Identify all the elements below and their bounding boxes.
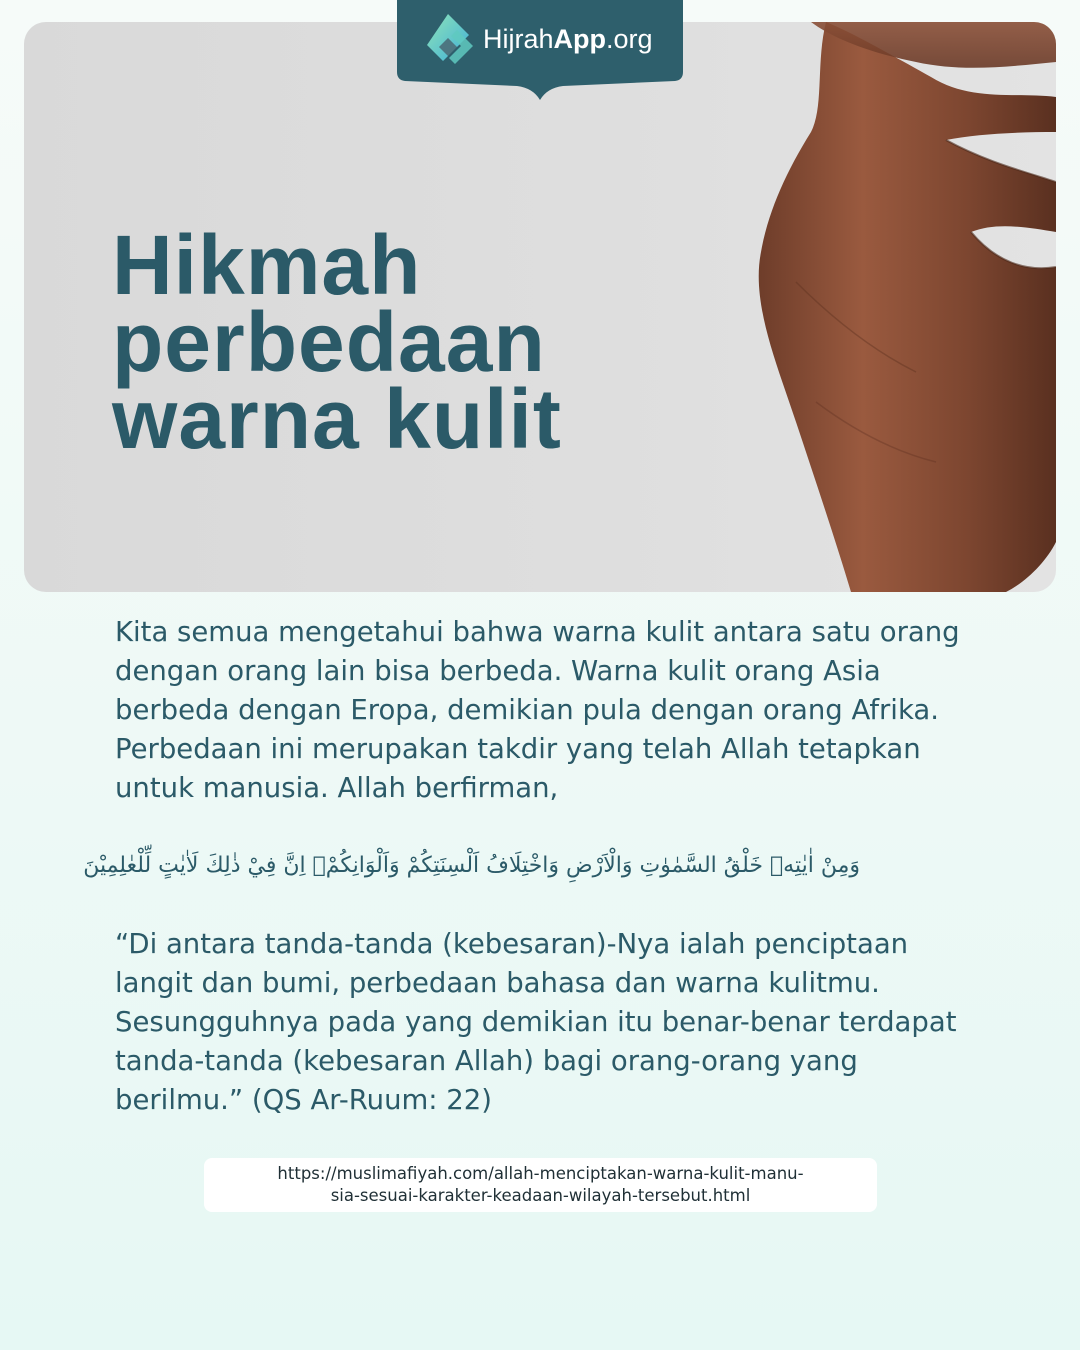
intro-paragraph: Kita semua mengetahui bahwa warna kulit antara satu orang dengan orang lain bisa berbeda. Warna kulit orang Asia berbeda dengan Eropa, demikian pula dengan orang Afrika. Perbedaan ini merupakan takdir yang telah Allah tetapkan untuk manusia. Allah berfirman, bbox=[115, 616, 960, 804]
brand-name-bold: App bbox=[553, 24, 607, 54]
source-url-line-1: https://muslimafiyah.com/allah-menciptakan-warna-kulit-manu- bbox=[277, 1164, 804, 1183]
title-line: warna kulit bbox=[112, 372, 562, 466]
source-url[interactable] bbox=[204, 1163, 877, 1207]
brand-logo-tab bbox=[397, 0, 683, 100]
brand-name bbox=[483, 24, 653, 55]
page-title bbox=[112, 218, 752, 466]
brand-name-suffix: .org bbox=[606, 24, 653, 54]
source-link-box[interactable] bbox=[204, 1158, 877, 1212]
verse-translation: “Di antara tanda-tanda (kebesaran)-Nya ialah penciptaan langit dan bumi, perbedaan bahasa dan warna kulitmu. Sesungguhnya pada yang demikian itu benar-benar terdapat tanda-tanda (kebesaran Allah) bagi orang-orang yang berilmu.” (QS Ar-Ruum: 22) bbox=[115, 928, 957, 1116]
brand-name-light: Hijrah bbox=[483, 24, 554, 54]
hero-banner bbox=[24, 22, 1056, 592]
title-line: perbedaan bbox=[112, 295, 546, 389]
raised-hand-photo bbox=[756, 22, 1056, 592]
arabic-verse: وَمِنْ اٰيٰتِهٖ خَلْقُ السَّمٰوٰتِ وَالْاَرْضِ وَاخْتِلَافُ اَلْسِنَتِكُمْ وَاَلْوَانِكُمْۗ اِنَّ فِيْ ذٰلِكَ لَاٰيٰتٍ لِّلْعٰلِمِيْنَ bbox=[83, 853, 860, 878]
source-url-line-2: sia-sesuai-karakter-keadaan-wilayah-tersebut.html bbox=[330, 1186, 751, 1205]
title-line: Hikmah bbox=[112, 218, 422, 312]
hijrahapp-logo-icon bbox=[419, 10, 477, 68]
